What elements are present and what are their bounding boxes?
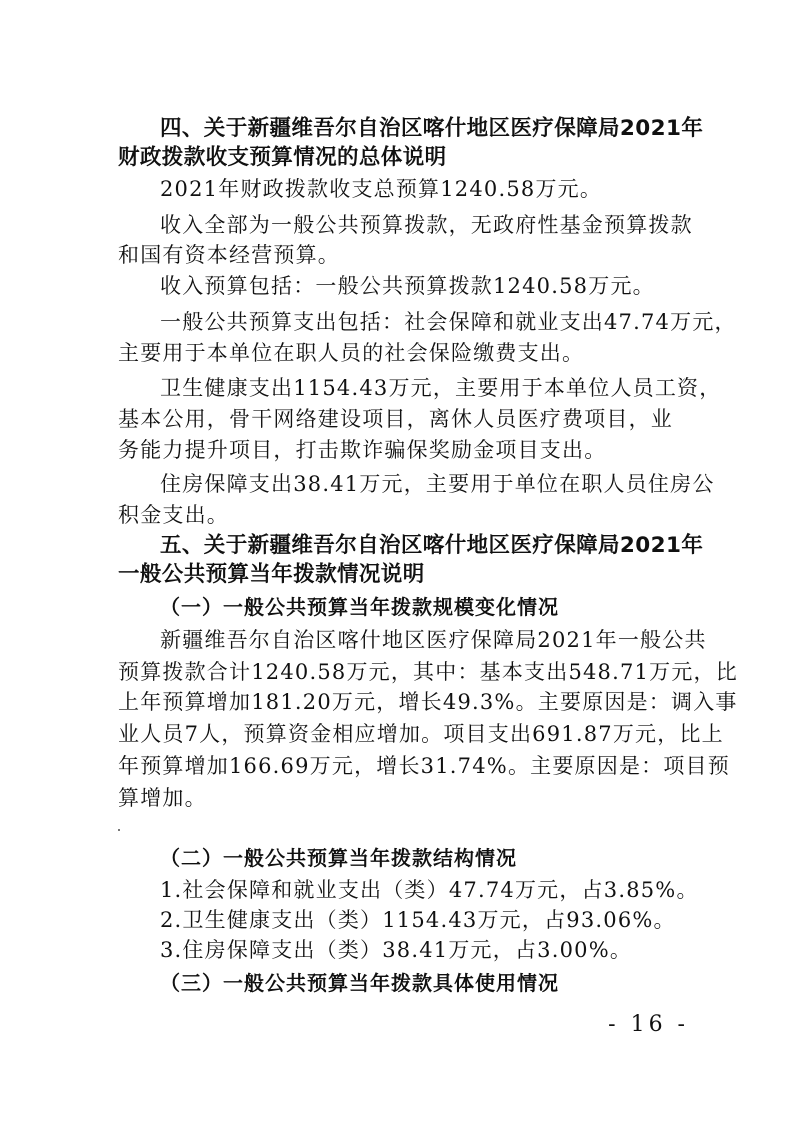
subsection1-line4: 业人员7人，预算资金相应增加。项目支出691.87万元，比上	[118, 722, 724, 746]
structure-item-social: 1.社会保障和就业支出（类）47.74万元，占3.85%。	[160, 878, 699, 902]
subsection1-line6: 算增加。	[118, 786, 207, 810]
page-number: - 16 -	[608, 1012, 689, 1037]
subsection1-line5: 年预算增加166.69万元，增长31.74%。主要原因是：项目预	[118, 754, 730, 778]
paragraph-expenditure-health-cont1: 基本公用，骨干网络建设项目，离休人员医疗费项目，业	[118, 407, 673, 431]
paragraph-expenditure-health: 卫生健康支出1154.43万元，主要用于本单位人员工资，	[160, 376, 722, 400]
subsection1-heading: （一）一般公共预算当年拨款规模变化情况	[160, 595, 559, 619]
paragraph-income-budget: 收入预算包括：一般公共预算拨款1240.58万元。	[160, 274, 655, 298]
paragraph-expenditure-social-cont: 主要用于本单位在职人员的社会保险缴费支出。	[118, 341, 585, 365]
section4-heading-line1: 四、关于新疆维吾尔自治区喀什地区医疗保障局2021年	[160, 116, 704, 141]
paragraph-income-source-cont: 和国有资本经营预算。	[118, 243, 340, 267]
subsection2-heading: （二）一般公共预算当年拨款结构情况	[160, 846, 517, 870]
section5-heading-line1: 五、关于新疆维吾尔自治区喀什地区医疗保障局2021年	[160, 533, 704, 558]
stray-dot-mark	[118, 829, 120, 831]
structure-item-health: 2.卫生健康支出（类）1154.43万元，占93.06%。	[160, 908, 676, 932]
paragraph-income-source: 收入全部为一般公共预算拨款，无政府性基金预算拨款	[160, 213, 693, 237]
paragraph-expenditure-housing-cont: 积金支出。	[118, 503, 229, 527]
subsection1-line1: 新疆维吾尔自治区喀什地区医疗保障局2021年一般公共	[160, 628, 707, 652]
structure-item-housing: 3.住房保障支出（类）38.41万元，占3.00%。	[160, 938, 633, 962]
paragraph-expenditure-health-cont2: 务能力提升项目，打击欺诈骗保奖励金项目支出。	[118, 438, 607, 462]
paragraph-expenditure-social: 一般公共预算支出包括：社会保障和就业支出47.74万元，	[160, 310, 737, 334]
subsection1-line2: 预算拨款合计1240.58万元，其中：基本支出548.71万元，比	[118, 660, 738, 684]
section4-heading-line2: 财政拨款收支预算情况的总体说明	[118, 145, 447, 170]
paragraph-total-budget: 2021年财政拨款收支总预算1240.58万元。	[160, 177, 603, 201]
subsection1-line3: 上年预算增加181.20万元，增长49.3%。主要原因是：调入事	[118, 690, 738, 714]
paragraph-expenditure-housing: 住房保障支出38.41万元，主要用于单位在职人员住房公	[160, 472, 715, 496]
subsection3-heading: （三）一般公共预算当年拨款具体使用情况	[160, 971, 559, 995]
section5-heading-line2: 一般公共预算当年拨款情况说明	[118, 562, 425, 587]
